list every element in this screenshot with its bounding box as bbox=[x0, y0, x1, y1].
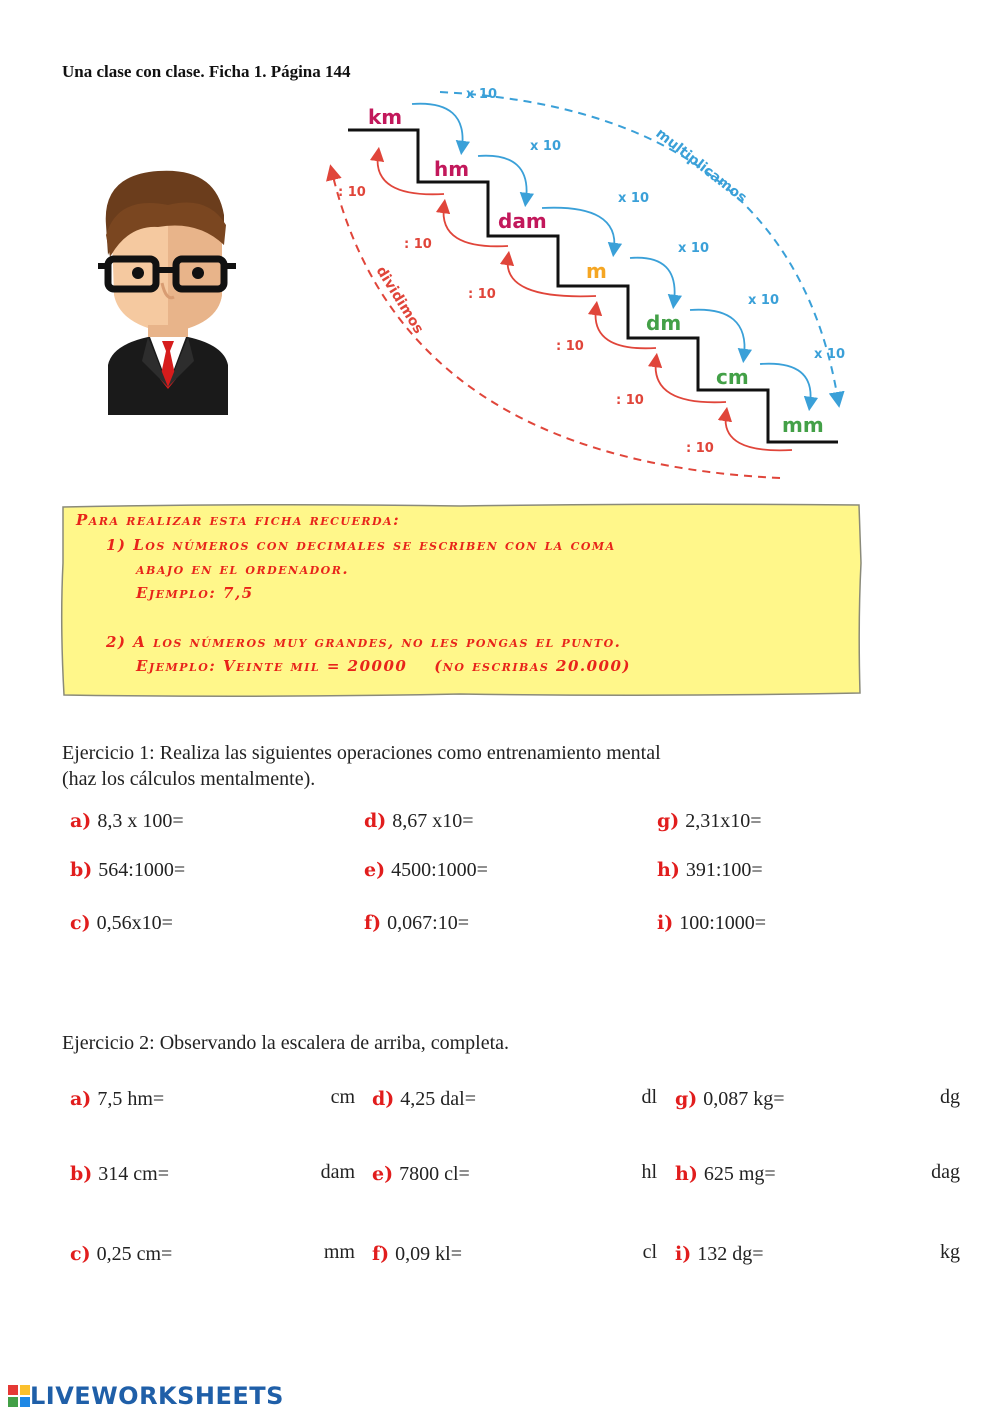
stair-unit-dm: dm bbox=[646, 311, 682, 335]
reminder-example-1: Ejemplo: 7,5 bbox=[136, 584, 254, 602]
item-expression: 0,56x10= bbox=[96, 912, 173, 934]
multiply-label: x 10 bbox=[678, 241, 710, 256]
stair-unit-km: km bbox=[368, 105, 403, 129]
multiply-label: x 10 bbox=[814, 347, 846, 362]
divide-label: : 10 bbox=[556, 339, 584, 354]
divide-arrow bbox=[508, 258, 596, 296]
item-expression: 564:1000= bbox=[98, 859, 186, 881]
item-label: f) bbox=[372, 1243, 390, 1265]
exercise2-target-unit: cm bbox=[330, 1086, 355, 1108]
logo-icon bbox=[8, 1385, 30, 1407]
exercise2-target-unit: kg bbox=[940, 1241, 960, 1263]
item-expression: 2,31x10= bbox=[685, 810, 762, 832]
exercise2-target-unit: hl bbox=[641, 1161, 657, 1183]
exercise1-item bbox=[657, 810, 762, 833]
exercise1-item bbox=[657, 912, 766, 935]
reminder-box bbox=[60, 503, 862, 698]
item-expression: 391:100= bbox=[685, 859, 763, 881]
divide-word: dividimos bbox=[372, 263, 427, 337]
exercise1-item bbox=[657, 859, 763, 882]
item-expression: 7800 cl= bbox=[399, 1163, 470, 1185]
item-expression: 4,25 dal= bbox=[400, 1088, 476, 1110]
exercise1-item bbox=[364, 859, 488, 882]
page-title: Una clase con clase. Ficha 1. Página 144 bbox=[62, 62, 351, 81]
item-label: b) bbox=[70, 859, 93, 881]
divide-arc bbox=[332, 172, 780, 478]
exercise2-target-unit: dam bbox=[320, 1161, 355, 1183]
item-label: a) bbox=[70, 810, 92, 832]
divide-label: : 10 bbox=[616, 393, 644, 408]
multiply-word: multiplicamos bbox=[652, 125, 750, 207]
exercise2-target-unit: dag bbox=[931, 1161, 960, 1183]
item-expression: 0,087 kg= bbox=[703, 1088, 785, 1110]
divide-label: : 10 bbox=[468, 287, 496, 302]
stair-line bbox=[348, 130, 838, 442]
exercise1-title-line2: (haz los cálculos mentalmente). bbox=[62, 768, 316, 790]
multiply-arrow bbox=[478, 156, 527, 200]
item-expression: 8,3 x 100= bbox=[97, 810, 184, 832]
item-label: a) bbox=[70, 1088, 92, 1110]
item-label: d) bbox=[372, 1088, 395, 1110]
item-label: b) bbox=[70, 1163, 93, 1185]
item-label: h) bbox=[657, 859, 680, 881]
stair-unit-mm: mm bbox=[782, 413, 824, 437]
item-label: g) bbox=[675, 1088, 698, 1110]
item-expression: 132 dg= bbox=[697, 1243, 764, 1265]
exercise2-item bbox=[372, 1088, 476, 1111]
multiply-label: x 10 bbox=[618, 191, 650, 206]
exercise2-target-unit: mm bbox=[323, 1241, 355, 1263]
item-label: i) bbox=[675, 1243, 692, 1265]
exercise1-item bbox=[70, 810, 184, 833]
item-expression: 100:1000= bbox=[679, 912, 767, 934]
item-label: e) bbox=[364, 859, 386, 881]
item-label: i) bbox=[657, 912, 674, 934]
multiply-arrow bbox=[542, 208, 614, 250]
exercise2-title: Ejercicio 2: Observando la escalera de arriba, completa. bbox=[62, 1032, 510, 1054]
item-expression: 8,67 x10= bbox=[392, 810, 474, 832]
item-expression: 625 mg= bbox=[703, 1163, 776, 1185]
multiply-label: x 10 bbox=[530, 139, 562, 154]
divide-label: : 10 bbox=[338, 185, 366, 200]
exercise2-target-unit: dl bbox=[641, 1086, 657, 1108]
exercise2-target-unit: cl bbox=[642, 1241, 657, 1263]
exercise1-item bbox=[70, 859, 185, 882]
item-label: h) bbox=[675, 1163, 698, 1185]
stair-unit-hm: hm bbox=[434, 157, 470, 181]
stair-unit-cm: cm bbox=[716, 365, 749, 389]
reminder-example-2: Ejemplo: Veinte mil = 20000 (no escribas 20.000) bbox=[136, 657, 632, 675]
divide-label: : 10 bbox=[404, 237, 432, 252]
exercise2-item bbox=[675, 1243, 764, 1266]
item-label: e) bbox=[372, 1163, 394, 1185]
item-expression: 4500:1000= bbox=[391, 859, 488, 881]
item-expression: 0,067:10= bbox=[387, 912, 470, 934]
stair-unit-m: m bbox=[586, 259, 607, 283]
exercise1-title-line1: Ejercicio 1: Realiza las siguientes operaciones como entrenamiento mental bbox=[62, 742, 661, 764]
item-label: f) bbox=[364, 912, 382, 934]
exercise2-item bbox=[70, 1088, 164, 1111]
item-label: c) bbox=[70, 912, 91, 934]
item-label: c) bbox=[70, 1243, 91, 1265]
exercise2-item bbox=[675, 1163, 776, 1186]
exercise1-title bbox=[62, 740, 661, 792]
exercise1-item bbox=[70, 912, 173, 935]
item-label: d) bbox=[364, 810, 387, 832]
exercise2-target-unit: dg bbox=[940, 1086, 960, 1108]
exercise1-item bbox=[364, 912, 469, 935]
exercise2-item bbox=[372, 1243, 462, 1266]
reminder-heading: Para realizar esta ficha recuerda: bbox=[76, 511, 401, 529]
multiply-arrow bbox=[630, 258, 675, 302]
unit-staircase-diagram bbox=[320, 80, 860, 490]
exercise2-item bbox=[675, 1088, 785, 1111]
item-expression: 314 cm= bbox=[98, 1163, 169, 1185]
teacher-illustration bbox=[98, 165, 238, 415]
exercise2-item bbox=[70, 1243, 172, 1266]
item-expression: 0,09 kl= bbox=[395, 1243, 463, 1265]
reminder-rule-1-cont: abajo en el ordenador. bbox=[136, 560, 350, 578]
stair-unit-dam: dam bbox=[498, 209, 547, 233]
item-expression: 0,25 cm= bbox=[96, 1243, 173, 1265]
multiply-label: x 10 bbox=[466, 87, 498, 102]
liveworksheets-logo bbox=[8, 1383, 284, 1409]
divide-label: : 10 bbox=[686, 441, 714, 456]
multiply-arrow bbox=[412, 104, 463, 148]
item-label: g) bbox=[657, 810, 680, 832]
reminder-rule-2: 2) A los números muy grandes, no les pongas el punto. bbox=[106, 633, 622, 651]
logo-text: LIVEWORKSHEETS bbox=[30, 1382, 284, 1410]
reminder-rule-1: 1) Los números con decimales se escriben con la coma bbox=[106, 536, 616, 554]
exercise2-item bbox=[372, 1163, 470, 1186]
multiply-label: x 10 bbox=[748, 293, 780, 308]
exercise2-item bbox=[70, 1163, 169, 1186]
exercise1-item bbox=[364, 810, 474, 833]
item-expression: 7,5 hm= bbox=[97, 1088, 165, 1110]
